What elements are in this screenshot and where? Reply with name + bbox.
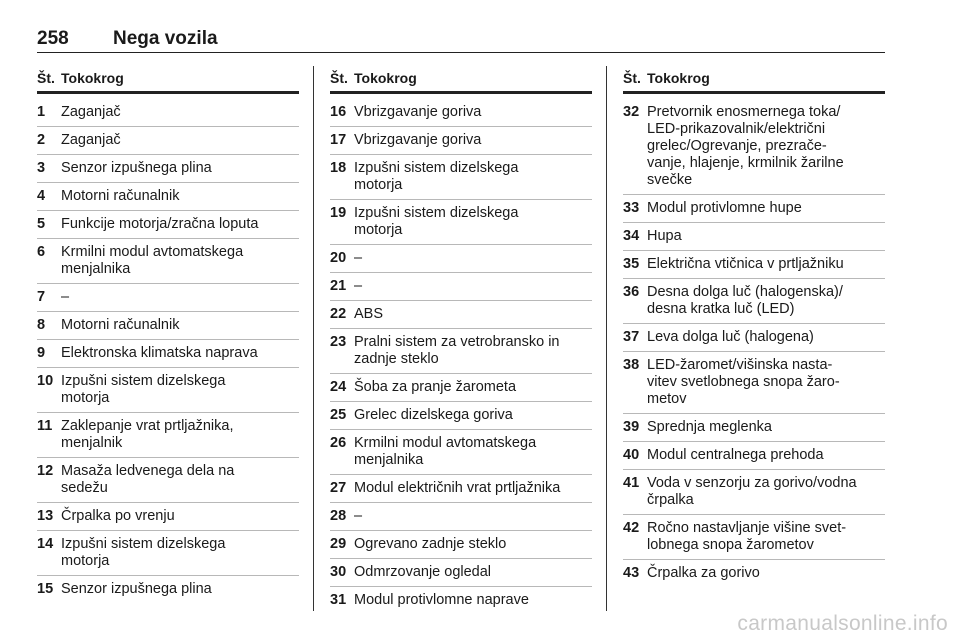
table-row bbox=[37, 239, 299, 284]
fuse-number: 17 bbox=[330, 132, 347, 148]
header-number-label: Št. bbox=[330, 70, 348, 86]
table-row bbox=[37, 340, 299, 368]
fuse-number: 13 bbox=[37, 508, 54, 524]
table-row bbox=[623, 515, 885, 560]
table-row bbox=[37, 576, 299, 603]
fuse-rows bbox=[330, 99, 592, 614]
table-row bbox=[623, 223, 885, 251]
circuit-name: Črpalka po vrenju bbox=[61, 508, 175, 524]
circuit-name: Modul protivlomne naprave bbox=[354, 592, 529, 608]
fuse-number: 22 bbox=[330, 306, 347, 322]
fuse-number: 5 bbox=[37, 216, 46, 232]
fuse-table-column-3 bbox=[623, 66, 885, 587]
circuit-name: – bbox=[61, 289, 70, 305]
circuit-name: Desna dolga luč (halogenska)/ desna kratka luč (LED) bbox=[647, 284, 843, 317]
circuit-name: Črpalka za gorivo bbox=[647, 565, 760, 581]
table-row bbox=[37, 99, 299, 127]
fuse-number: 18 bbox=[330, 160, 347, 176]
table-row bbox=[37, 531, 299, 576]
page-number: 258 bbox=[37, 28, 69, 49]
fuse-number: 29 bbox=[330, 536, 347, 552]
fuse-number: 30 bbox=[330, 564, 347, 580]
table-row bbox=[37, 127, 299, 155]
table-row bbox=[330, 503, 592, 531]
circuit-name: Leva dolga luč (halogena) bbox=[647, 329, 814, 345]
table-row bbox=[37, 368, 299, 413]
circuit-name: Ročno nastavljanje višine svet- lobnega snopa žarometov bbox=[647, 520, 847, 553]
table-row bbox=[37, 284, 299, 312]
table-row bbox=[623, 251, 885, 279]
circuit-name: Zaklepanje vrat prtljažnika, menjalnik bbox=[61, 418, 234, 451]
table-row bbox=[330, 245, 592, 273]
table-row bbox=[623, 560, 885, 587]
circuit-name: Vbrizgavanje goriva bbox=[354, 104, 482, 120]
circuit-name: Izpušni sistem dizelskega motorja bbox=[61, 373, 226, 406]
table-row bbox=[330, 155, 592, 200]
circuit-name: Izpušni sistem dizelskega motorja bbox=[354, 205, 519, 238]
fuse-number: 33 bbox=[623, 200, 640, 216]
fuse-number: 37 bbox=[623, 329, 640, 345]
fuse-table-column-1 bbox=[37, 66, 299, 603]
fuse-number: 39 bbox=[623, 419, 640, 435]
table-row bbox=[623, 195, 885, 223]
circuit-name: Izpušni sistem dizelskega motorja bbox=[61, 536, 226, 569]
fuse-rows bbox=[37, 99, 299, 603]
fuse-number: 6 bbox=[37, 244, 46, 260]
circuit-name: Zaganjač bbox=[61, 104, 121, 120]
column-divider bbox=[313, 66, 314, 611]
table-row bbox=[37, 312, 299, 340]
circuit-name: Motorni računalnik bbox=[61, 317, 180, 333]
table-row bbox=[330, 329, 592, 374]
fuse-rows bbox=[623, 99, 885, 587]
column-header bbox=[623, 66, 885, 94]
circuit-name: Sprednja meglenka bbox=[647, 419, 772, 435]
circuit-name: Voda v senzorju za gorivo/vodna črpalka bbox=[647, 475, 857, 508]
fuse-number: 27 bbox=[330, 480, 347, 496]
circuit-name: – bbox=[354, 508, 363, 524]
fuse-number: 1 bbox=[37, 104, 46, 120]
fuse-number: 40 bbox=[623, 447, 640, 463]
table-row bbox=[623, 442, 885, 470]
circuit-name: Modul protivlomne hupe bbox=[647, 200, 802, 216]
circuit-name: LED-žaromet/višinska nasta- vitev svetlobnega snopa žaro- metov bbox=[647, 357, 840, 407]
circuit-name: Ogrevano zadnje steklo bbox=[354, 536, 507, 552]
circuit-name: Elektronska klimatska naprava bbox=[61, 345, 258, 361]
fuse-number: 32 bbox=[623, 104, 640, 120]
fuse-number: 2 bbox=[37, 132, 46, 148]
circuit-name: Senzor izpušnega plina bbox=[61, 160, 212, 176]
header-number-label: Št. bbox=[37, 70, 55, 86]
circuit-name: Senzor izpušnega plina bbox=[61, 581, 212, 597]
header-circuit-label: Tokokrog bbox=[61, 70, 124, 86]
table-row bbox=[37, 458, 299, 503]
table-row bbox=[330, 531, 592, 559]
fuse-number: 43 bbox=[623, 565, 640, 581]
fuse-number: 20 bbox=[330, 250, 347, 266]
fuse-number: 12 bbox=[37, 463, 54, 479]
table-row bbox=[623, 279, 885, 324]
table-row bbox=[623, 99, 885, 195]
table-row bbox=[37, 503, 299, 531]
table-row bbox=[330, 99, 592, 127]
fuse-number: 38 bbox=[623, 357, 640, 373]
table-row bbox=[37, 183, 299, 211]
fuse-table-column-2 bbox=[330, 66, 592, 614]
fuse-number: 14 bbox=[37, 536, 54, 552]
table-row bbox=[623, 414, 885, 442]
circuit-name: Motorni računalnik bbox=[61, 188, 180, 204]
circuit-name: Električna vtičnica v prtljažniku bbox=[647, 256, 844, 272]
column-header bbox=[330, 66, 592, 94]
table-row bbox=[330, 430, 592, 475]
circuit-name: Funkcije motorja/zračna loputa bbox=[61, 216, 259, 232]
header-circuit-label: Tokokrog bbox=[647, 70, 710, 86]
fuse-number: 28 bbox=[330, 508, 347, 524]
circuit-name: Zaganjač bbox=[61, 132, 121, 148]
table-row bbox=[37, 211, 299, 239]
header-number-label: Št. bbox=[623, 70, 641, 86]
fuse-number: 26 bbox=[330, 435, 347, 451]
table-row bbox=[623, 324, 885, 352]
circuit-name: – bbox=[354, 278, 363, 294]
watermark: carmanualsonline.info bbox=[737, 612, 948, 635]
fuse-number: 4 bbox=[37, 188, 46, 204]
table-row bbox=[330, 301, 592, 329]
fuse-number: 11 bbox=[37, 418, 53, 434]
table-row bbox=[330, 475, 592, 503]
circuit-name: Vbrizgavanje goriva bbox=[354, 132, 482, 148]
fuse-number: 7 bbox=[37, 289, 46, 305]
circuit-name: Pretvornik enosmernega toka/ LED-prikazovalnik/električni grelec/Ogrevanje, prezrače- vanje, hlajenje, krmilnik žarilne svečke bbox=[647, 104, 844, 188]
header-circuit-label: Tokokrog bbox=[354, 70, 417, 86]
table-row bbox=[623, 470, 885, 515]
table-row bbox=[330, 127, 592, 155]
circuit-name: Modul električnih vrat prtljažnika bbox=[354, 480, 561, 496]
circuit-name: Izpušni sistem dizelskega motorja bbox=[354, 160, 519, 193]
table-row bbox=[330, 273, 592, 301]
fuse-number: 10 bbox=[37, 373, 54, 389]
column-header bbox=[37, 66, 299, 94]
table-row bbox=[330, 374, 592, 402]
fuse-number: 9 bbox=[37, 345, 46, 361]
table-row bbox=[37, 413, 299, 458]
table-row bbox=[37, 155, 299, 183]
circuit-name: Hupa bbox=[647, 228, 682, 244]
fuse-number: 42 bbox=[623, 520, 640, 536]
page-header bbox=[37, 26, 885, 53]
fuse-number: 41 bbox=[623, 475, 640, 491]
fuse-number: 16 bbox=[330, 104, 347, 120]
table-row bbox=[623, 352, 885, 414]
circuit-name: Pralni sistem za vetrobransko in zadnje steklo bbox=[354, 334, 560, 367]
fuse-number: 19 bbox=[330, 205, 347, 221]
fuse-number: 15 bbox=[37, 581, 54, 597]
table-row bbox=[330, 559, 592, 587]
fuse-number: 25 bbox=[330, 407, 347, 423]
fuse-number: 23 bbox=[330, 334, 347, 350]
fuse-number: 21 bbox=[330, 278, 347, 294]
circuit-name: Odmrzovanje ogledal bbox=[354, 564, 492, 580]
column-divider bbox=[606, 66, 607, 611]
fuse-number: 35 bbox=[623, 256, 640, 272]
fuse-number: 36 bbox=[623, 284, 640, 300]
circuit-name: Šoba za pranje žarometa bbox=[354, 379, 517, 395]
page-title: Nega vozila bbox=[113, 28, 218, 49]
circuit-name: Krmilni modul avtomatskega menjalnika bbox=[354, 435, 537, 468]
fuse-number: 3 bbox=[37, 160, 46, 176]
fuse-number: 34 bbox=[623, 228, 640, 244]
circuit-name: Modul centralnega prehoda bbox=[647, 447, 824, 463]
fuse-number: 24 bbox=[330, 379, 347, 395]
fuse-number: 31 bbox=[330, 592, 347, 608]
circuit-name: – bbox=[354, 250, 363, 266]
circuit-name: Masaža ledvenega dela na sedežu bbox=[61, 463, 235, 496]
table-row bbox=[330, 587, 592, 614]
circuit-name: ABS bbox=[354, 306, 384, 322]
circuit-name: Grelec dizelskega goriva bbox=[354, 407, 513, 423]
fuse-number: 8 bbox=[37, 317, 46, 333]
table-row bbox=[330, 402, 592, 430]
table-row bbox=[330, 200, 592, 245]
circuit-name: Krmilni modul avtomatskega menjalnika bbox=[61, 244, 244, 277]
